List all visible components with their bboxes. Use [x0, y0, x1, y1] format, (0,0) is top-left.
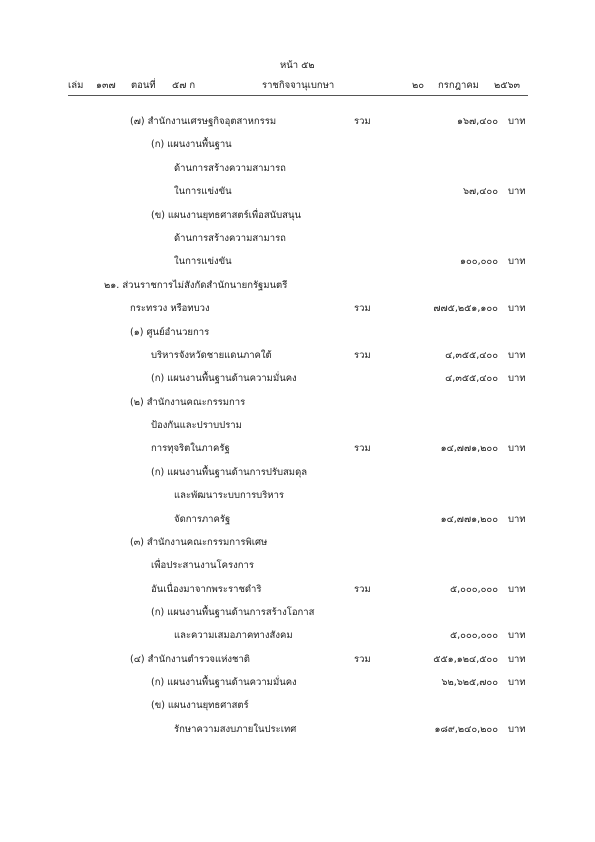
amount: ๗๗๕,๒๕๑,๑๐๐ [433, 303, 498, 314]
page-number: หน้า ๕๒ [280, 60, 315, 71]
line-text: การทุจริตในภาครัฐ [151, 443, 230, 454]
line-text: และความเสมอภาคทางสังคม [174, 630, 293, 641]
date-day: ๒๐ [412, 80, 425, 91]
unit-label: บาท [508, 350, 526, 361]
section-label: ตอนที่ [131, 80, 156, 91]
unit-label: บาท [508, 186, 526, 197]
line-text: (๑) ศูนย์อำนวยการ [130, 327, 210, 338]
amount: ๑๘๙,๒๔๐,๒๐๐ [434, 724, 498, 735]
date-year: ๒๕๖๓ [494, 80, 520, 91]
amount: ๖๗,๔๐๐ [463, 186, 498, 197]
line-text: เพื่อประสานงานโครงการ [151, 560, 254, 571]
line-text: บริหารจังหวัดชายแดนภาคใต้ [151, 350, 272, 361]
amount: ๕,๐๐๐,๐๐๐ [449, 630, 498, 641]
amount: ๕,๐๐๐,๐๐๐ [449, 584, 498, 595]
total-label: รวม [354, 654, 371, 665]
unit-label: บาท [508, 724, 526, 735]
line-text: (ก) แผนงานพื้นฐาน [151, 139, 232, 150]
line-text: (๔) สำนักงานตำรวจแห่งชาติ [130, 654, 250, 665]
line-text: ด้านการสร้างความสามารถ [174, 163, 286, 174]
unit-label: บาท [508, 443, 526, 454]
unit-label: บาท [508, 303, 526, 314]
line-text: (ก) แผนงานพื้นฐานด้านความมั่นคง [151, 677, 297, 688]
unit-label: บาท [508, 373, 526, 384]
section-heading: ๒๑. ส่วนราชการไม่สังกัดสำนักนายกรัฐมนตรี [104, 280, 288, 291]
unit-label: บาท [508, 654, 526, 665]
line-text: (๒) สำนักงานคณะกรรมการ [130, 397, 246, 408]
total-label: รวม [354, 584, 371, 595]
line-text: (ข) แผนงานยุทธศาสตร์ [151, 700, 249, 711]
amount: ๑๐๐,๐๐๐ [459, 256, 498, 267]
amount: ๔,๓๕๕,๔๐๐ [445, 373, 498, 384]
amount: ๖๒,๖๒๕,๗๐๐ [441, 677, 498, 688]
section-number: ๕๗ ก [172, 80, 196, 91]
volume-number: ๑๓๗ [96, 80, 116, 91]
volume-label: เล่ม [68, 80, 84, 91]
date-month: กรกฎาคม [438, 80, 479, 91]
amount: ๔,๓๕๕,๔๐๐ [445, 350, 498, 361]
line-text: (๓) สำนักงานคณะกรรมการพิเศษ [130, 537, 268, 548]
unit-label: บาท [508, 256, 526, 267]
unit-label: บาท [508, 584, 526, 595]
line-text: (ข) แผนงานยุทธศาสตร์เพื่อสนับสนุน [151, 210, 301, 221]
amount: ๑๔,๗๗๑,๒๐๐ [440, 443, 498, 454]
line-text: (ก) แผนงานพื้นฐานด้านการปรับสมดุล [151, 467, 308, 478]
line-text: ในการแข่งขัน [174, 186, 232, 197]
header-divider [68, 95, 528, 96]
total-label: รวม [354, 443, 371, 454]
amount: ๑๔,๗๗๑,๒๐๐ [440, 514, 498, 525]
total-label: รวม [354, 350, 371, 361]
line-text: (ก) แผนงานพื้นฐานด้านการสร้างโอกาส [151, 607, 315, 618]
line-text: จัดการภาครัฐ [174, 514, 231, 525]
unit-label: บาท [508, 116, 526, 127]
unit-label: บาท [508, 630, 526, 641]
line-text: (ก) แผนงานพื้นฐานด้านความมั่นคง [151, 373, 297, 384]
total-label: รวม [354, 303, 371, 314]
line-text: กระทรวง หรือทบวง [130, 303, 210, 314]
amount: ๕๕๑,๑๒๔,๕๐๐ [433, 654, 498, 665]
total-label: รวม [354, 116, 371, 127]
line-text: ป้องกันและปราบปราม [151, 420, 242, 431]
line-text: (๗) สำนักงานเศรษฐกิจอุตสาหกรรม [130, 116, 277, 127]
line-text: อันเนื่องมาจากพระราชดำริ [151, 584, 262, 595]
unit-label: บาท [508, 514, 526, 525]
line-text: ในการแข่งขัน [174, 256, 232, 267]
line-text: ด้านการสร้างความสามารถ [174, 233, 286, 244]
publication-name: ราชกิจจานุเบกษา [262, 80, 335, 91]
unit-label: บาท [508, 677, 526, 688]
line-text: และพัฒนาระบบการบริหาร [174, 490, 285, 501]
amount: ๑๖๗,๔๐๐ [456, 116, 498, 127]
line-text: รักษาความสงบภายในประเทศ [174, 724, 297, 735]
